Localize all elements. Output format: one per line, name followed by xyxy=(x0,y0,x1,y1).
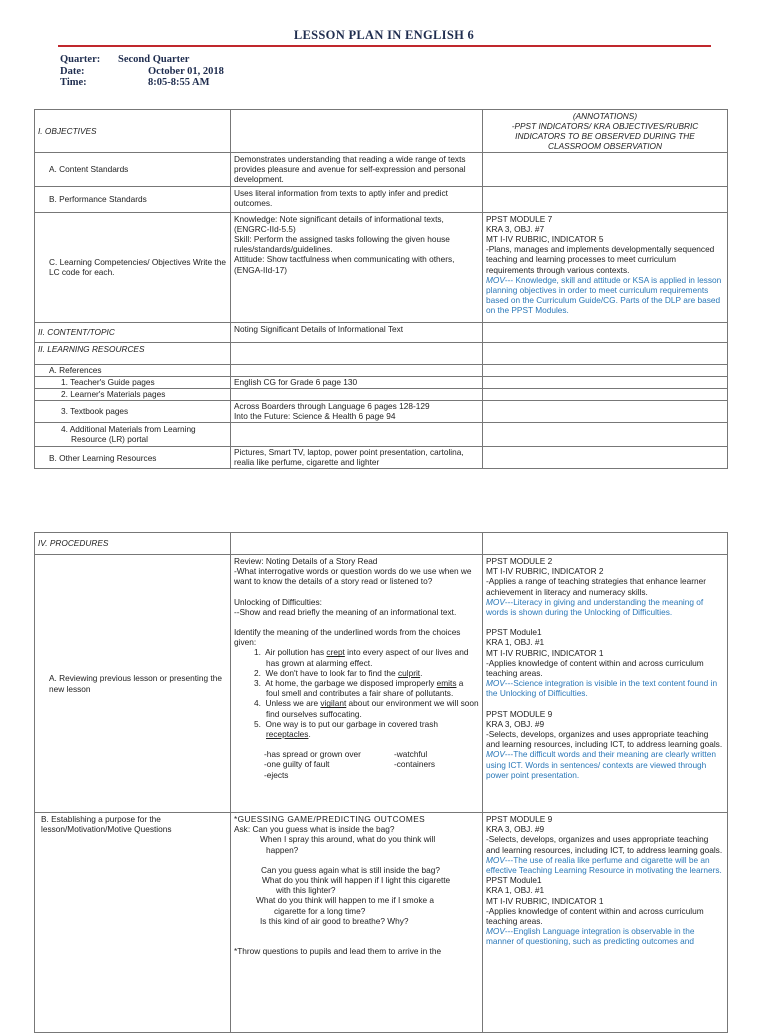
mov-note xyxy=(486,678,724,698)
text-line: MT I-IV RUBRIC, INDICATOR 2 xyxy=(486,566,604,577)
vocab-item xyxy=(250,719,479,739)
learning-resources-heading: II. LEARNING RESOURCES xyxy=(35,342,231,364)
question-line: What do you think will happen to me if I smoke a xyxy=(256,895,435,906)
text-line: ---The difficult words and their meaning are clearly written using ICT. Words in sentences/ contexts are viewed through power point presentation. xyxy=(486,749,716,780)
question-line: with this lighter? xyxy=(276,885,336,896)
content-standards: Demonstrates understanding that reading a wide range of texts provides pleasure and avenue for self-expression and personal development. xyxy=(231,153,483,187)
lc-attitude: Attitude: Show tactfulness when communicating with others, (ENGA-IId-17) xyxy=(234,254,455,275)
references-label: A. References xyxy=(35,364,231,376)
text-line: . xyxy=(308,729,311,740)
content-topic: Noting Significant Details of Informational Text xyxy=(231,322,483,342)
text-line: --Show and read briefly the meaning of an informational text. xyxy=(234,606,457,617)
review-lesson-label: A. Reviewing previous lesson or presenting the new lesson xyxy=(35,555,231,813)
teachers-guide-label: 1. Teacher's Guide pages xyxy=(35,376,231,388)
empty-cell xyxy=(483,388,728,400)
text-line: PPST MODULE 9 xyxy=(486,708,553,719)
text-line: Unless we are xyxy=(265,698,321,709)
empty-cell xyxy=(231,342,483,364)
text-line: -Applies knowledge of content within and across curriculum teaching areas. xyxy=(486,905,704,927)
text-line: ---The use of realia like perfume and cigarette will be an effective Teaching Learning Resource in motivating the learners. xyxy=(486,854,722,876)
guessing-game-title: *GUESSING GAME/PREDICTING OUTCOMES xyxy=(234,814,426,824)
empty-cell xyxy=(483,364,728,376)
text-line: We don't have to look far to find the xyxy=(265,667,398,678)
empty-cell xyxy=(231,533,483,555)
text-line: MT I-IV RUBRIC, INDICATOR 1 xyxy=(486,647,604,658)
vocab-item xyxy=(250,698,479,718)
question-line: Can you guess again what is still inside the bag? xyxy=(261,864,440,875)
text-line: ---Literacy in giving and understanding the meaning of words is shown during the Unlocking of Difficulties. xyxy=(486,596,704,618)
question-line: cigarette for a long time? xyxy=(274,905,366,916)
text-line: KRA 1, OBJ. #1 xyxy=(486,885,545,896)
text-line: 5. xyxy=(254,718,261,729)
date-value: October 01, 2018 xyxy=(148,65,224,77)
vocab-item xyxy=(250,647,479,667)
objectives-table xyxy=(34,109,728,469)
text-line: MOV xyxy=(486,596,505,607)
text-line: MOV xyxy=(486,749,505,760)
text-line: MOV xyxy=(486,854,505,865)
label-line: Resource (LR) portal xyxy=(71,434,149,445)
other-resources: Pictures, Smart TV, laptop, power point presentation, cartolina, realia like perfume, cigarette and lighter xyxy=(231,447,483,469)
lc-skill: Skill: Perform the assigned tasks following the given house rules/standards/guidelines. xyxy=(234,234,450,255)
annot-line: CLASSROOM OBSERVATION xyxy=(547,141,663,151)
empty-cell xyxy=(483,186,728,212)
text-line: KRA 1, OBJ. #1 xyxy=(486,637,545,648)
text-line: into every aspect of our lives and has grown at alarming effect. xyxy=(266,647,469,668)
text-line: PPST MODULE 9 xyxy=(486,814,553,824)
empty-cell xyxy=(231,423,483,447)
empty-cell xyxy=(483,342,728,364)
empty-cell xyxy=(231,364,483,376)
motivation-annotation xyxy=(483,813,728,1033)
text-line: PPST Module1 xyxy=(486,875,542,886)
motivation-label: B. Establishing a purpose for the lesson/Motivation/Motive Questions xyxy=(35,813,231,1033)
instruction-line: *Throw questions to pupils and lead them to arrive in the xyxy=(234,946,442,957)
text-line: One way is to put our garbage in covered trash xyxy=(265,718,439,729)
objectives-heading: I. OBJECTIVES xyxy=(35,110,231,153)
time-value: 8:05-8:55 AM xyxy=(148,77,210,88)
annot-line: KRA 3, OBJ. #7 xyxy=(486,223,545,234)
content-topic-heading: II. CONTENT/TOPIC xyxy=(35,322,231,342)
text-line: culprit xyxy=(397,667,421,678)
title-divider xyxy=(58,45,711,47)
teachers-guide: English CG for Grade 6 page 130 xyxy=(231,376,483,388)
choice: -has spread or grown over xyxy=(264,749,361,760)
quarter-label: Quarter: xyxy=(60,54,101,65)
text-line: 4. xyxy=(254,698,261,709)
question-line: When I spray this around, what do you think will xyxy=(260,834,436,845)
empty-cell xyxy=(231,110,483,153)
content-standards-label: A. Content Standards xyxy=(35,153,231,187)
text-line: about our environment we will soon find ourselves suffocating. xyxy=(266,698,479,719)
text-line: -Selects, develops, organizes and uses appropriate teaching and learning resources, including ICT, to address learning goals. xyxy=(486,729,723,750)
text-line: PPST Module1 xyxy=(486,627,542,638)
empty-cell xyxy=(483,376,728,388)
answer-choices xyxy=(234,749,479,780)
mov-note xyxy=(486,749,724,780)
text-line: Air pollution has xyxy=(265,647,327,658)
text-line: ---Science integration is visible in the text content found in the Unlocking of Difficulties. xyxy=(486,678,718,699)
choice: -one guilty of fault xyxy=(264,759,330,770)
text-line: -Selects, develops, organizes and uses appropriate teaching and learning resources, including ICT, to address learning goals. xyxy=(486,834,723,855)
procedures-table xyxy=(34,532,728,1033)
empty-cell xyxy=(483,153,728,187)
text-line: emits xyxy=(436,678,457,689)
annot-line: (ANNOTATIONS) xyxy=(572,111,638,121)
question-line: Is this kind of air good to breathe? Why? xyxy=(260,915,409,926)
mov-note xyxy=(486,597,724,617)
question-line: What do you think will happen if I light this cigarette xyxy=(262,875,451,886)
text-line: 3. xyxy=(254,678,261,689)
vocab-item xyxy=(250,668,479,678)
empty-cell xyxy=(483,400,728,422)
performance-standards-label: B. Performance Standards xyxy=(35,186,231,212)
label-line: 4. Additional Materials from Learning xyxy=(61,424,196,435)
annot-line: INDICATORS TO BE OBSERVED DURING THE xyxy=(515,131,695,141)
empty-cell xyxy=(483,423,728,447)
review-lesson-content xyxy=(231,555,483,813)
text-line: At home, the garbage we disposed improperly xyxy=(265,678,437,689)
page-title: LESSON PLAN IN ENGLISH 6 xyxy=(293,28,475,42)
text-line: MOV xyxy=(486,678,505,689)
text-line: vigilant xyxy=(320,698,347,709)
learning-competencies-label: C. Learning Competencies/ Objectives Write the LC code for each. xyxy=(35,212,231,322)
text-line: -Applies knowledge of content within and across curriculum teaching areas. xyxy=(486,657,704,679)
mov-text: --- Knowledge, skill and attitude or KSA is applied in lesson planning objectives in order to meet curriculum requirements based on the Curriculum Guide/CG. Parts of the DLP are based on the PPST Modules. xyxy=(486,274,722,316)
text-line: KRA 3, OBJ. #9 xyxy=(486,824,545,835)
text-line: PPST MODULE 2 xyxy=(486,556,553,566)
empty-cell xyxy=(231,388,483,400)
performance-standards: Uses literal information from texts to aptly infer and predict outcomes. xyxy=(231,186,483,212)
annotations-heading xyxy=(483,110,728,153)
textbook-line: Across Boarders through Language 6 pages 128-129 xyxy=(234,400,430,411)
annot-line: MT I-IV RUBRIC, INDICATOR 5 xyxy=(486,234,604,245)
text-line: Review: Noting Details of a Story Read xyxy=(234,556,378,566)
vocab-list xyxy=(234,647,479,739)
text-line: -What interrogative words or question words do we use when we want to know the details of a story read or listened to? xyxy=(234,566,472,587)
choice: -containers xyxy=(394,759,436,770)
procedures-heading: IV. PROCEDURES xyxy=(35,533,231,555)
empty-cell xyxy=(483,447,728,469)
annot-line: -Plans, manages and implements developmentally sequenced teaching and learning processes to meet curriculum requirements through various contexts. xyxy=(486,244,715,275)
mov-note xyxy=(486,855,724,875)
vocab-item xyxy=(250,678,479,698)
text-line: KRA 3, OBJ. #9 xyxy=(486,718,545,729)
annot-line: -PPST INDICATORS/ KRA OBJECTIVES/RUBRIC xyxy=(511,121,699,131)
learners-materials-label: 2. Learner's Materials pages xyxy=(35,388,231,400)
learning-competencies xyxy=(231,212,483,322)
other-resources-label: B. Other Learning Resources xyxy=(35,447,231,469)
text-line: 2. xyxy=(254,667,261,678)
text-line: MT I-IV RUBRIC, INDICATOR 1 xyxy=(486,895,604,906)
motivation-content xyxy=(231,813,483,1033)
textbook-label: 3. Textbook pages xyxy=(35,400,231,422)
annot-line: PPST MODULE 7 xyxy=(486,213,553,224)
text-line: Identify the meaning of the underlined words from the choices given: xyxy=(234,627,461,648)
lc-knowledge: Knowledge: Note significant details of informational texts, (ENGRC-IId-5.5) xyxy=(234,213,444,234)
text-line: MOV xyxy=(486,926,505,937)
text-line: receptacles xyxy=(266,729,309,740)
text-line: . xyxy=(420,667,423,678)
text-line: ---English Language integration is observable in the manner of questioning, such as predicting outcomes and xyxy=(486,926,695,947)
question-line: happen? xyxy=(266,844,299,855)
mov-note xyxy=(486,275,724,316)
time-label: Time: xyxy=(60,77,87,88)
question-line: Ask: Can you guess what is inside the bag? xyxy=(234,824,395,835)
text-line: -Applies a range of teaching strategies that enhance learner achievement in literacy and numeracy skills. xyxy=(486,576,707,597)
text-line: Unlocking of Difficulties: xyxy=(234,596,322,607)
choice: -ejects xyxy=(264,769,289,780)
textbook-pages xyxy=(231,400,483,422)
review-annotation xyxy=(483,555,728,813)
empty-cell xyxy=(483,322,728,342)
choice: -watchful xyxy=(394,749,428,760)
textbook-line: Into the Future: Science & Health 6 page 94 xyxy=(234,410,396,421)
lc-annotation xyxy=(483,212,728,322)
empty-cell xyxy=(483,533,728,555)
additional-materials-label xyxy=(35,423,231,447)
mov-prefix: MOV xyxy=(486,274,505,285)
text-line: a foul smell and contributes a fair share of pollutants. xyxy=(266,678,464,699)
text-line: crept xyxy=(326,647,345,658)
quarter-value: Second Quarter xyxy=(118,54,190,65)
mov-note xyxy=(486,926,724,946)
date-label: Date: xyxy=(60,65,85,77)
text-line: 1. xyxy=(254,647,261,658)
